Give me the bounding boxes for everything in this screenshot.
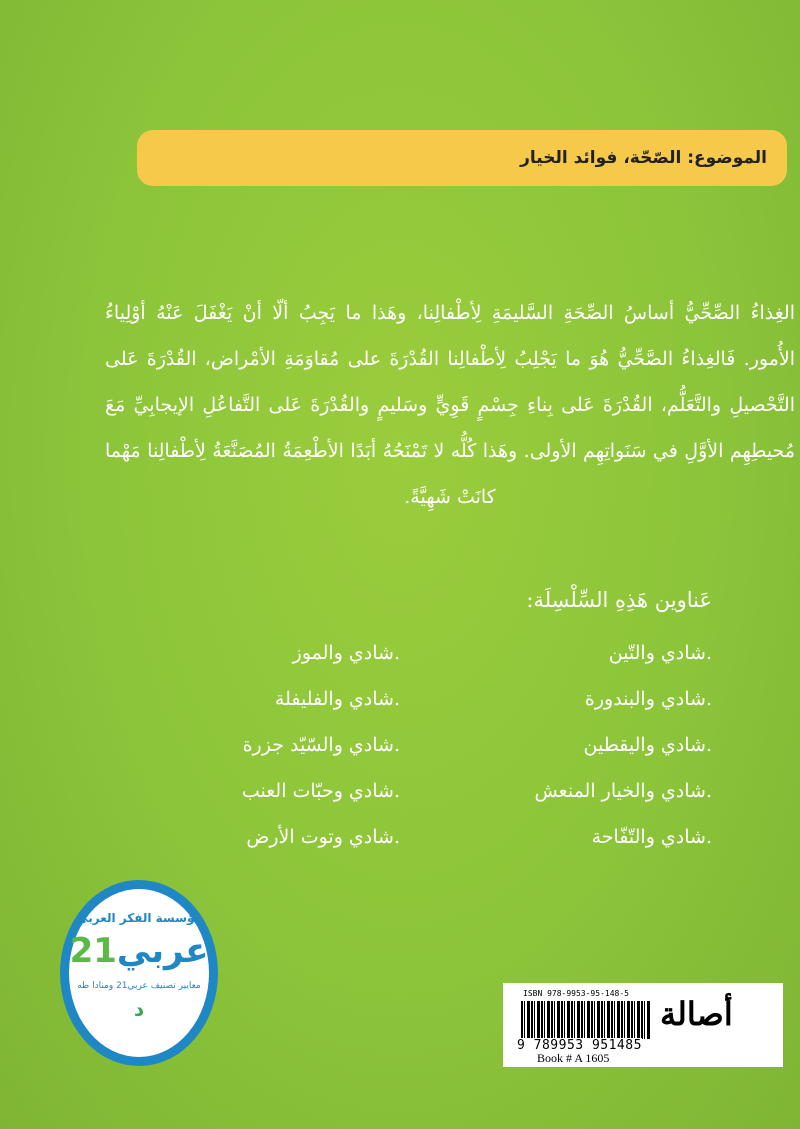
ean-number: 9 789953 951485 [517,1038,642,1053]
series-title: .شادي والفليفلة [274,688,400,710]
topic-text: الموضوع: الصّحّة، فوائد الخيار [520,148,767,168]
series-title: .شادي والتّين [608,642,712,664]
publisher-logo: أصالة [660,995,733,1033]
seal-level: د [133,997,145,1021]
series-title: .شادي وحبّات العنب [241,780,400,802]
seal-logo [69,931,209,971]
isbn-text: ISBN 978-9953-95-148-5 [523,989,629,998]
series-title: .شادي والتّفّاحة [591,826,712,848]
seal-number: 21 [69,931,117,971]
series-title: .شادي والخيار المنعش [534,780,712,802]
topic-banner [137,130,787,186]
series-title: .شادي والموز [292,642,400,664]
seal-brand: عربي [116,931,209,971]
series-title: .شادي وتوت الأرض [246,826,400,848]
arabi21-seal [60,880,218,1066]
series-list-right [534,630,712,860]
series-heading: عَناوين هَذِهِ السِّلْسِلَة: [526,588,712,612]
series-title: .شادي والبندورة [584,688,712,710]
seal-org: مؤسسة الفكر العربي [76,911,202,925]
seal-criteria: معايير تصنيف عربي21 ومنادا طه [77,981,201,991]
description-text: الغِذاءُ الصِّحِّيُّ أساسُ الصِّحَةِ السَّليمَةِ لِأطْفالِنا، وهَذا ما يَجِبُ ألّا أنْ يَغْفَلَ عَنْهُ أوْلِياءُ الأُمور. فَالغِذاءُ الصَّحِّيُّ هُوَ ما يَجْلِبُ لِأطْفالِنا القُدْرَةَ على مُقاوَمَةِ الأمْراض، القُدْرَةَ عَلى التَّحْصيلِ والتَّعَلُّم، القُدْرَةَ عَلى بِناءِ جِسْمٍ قَوِيٍّ وسَليمٍ والقُدْرَةَ عَلى التَّفاعُلِ الإيجابِيِّ مَعَ مُحيطِهِم الأوَّلِ في سَنَواتِهِم الأولى. وهَذا كُلُّه لا تَمْنَحُهُ أبَدًا الأطْعِمَةُ المُصَنَّعَةُ لِأطْفالِنا مَهْما كانَتْ شَهِيَّةً. [105,302,795,508]
barcode-box [503,983,783,1067]
series-list-left [242,630,400,860]
series-title: .شادي واليقطين [583,734,712,756]
barcode [521,1001,651,1039]
book-number: Book # A 1605 [537,1051,610,1065]
series-title: .شادي والسّيّد جزرة [242,734,400,756]
